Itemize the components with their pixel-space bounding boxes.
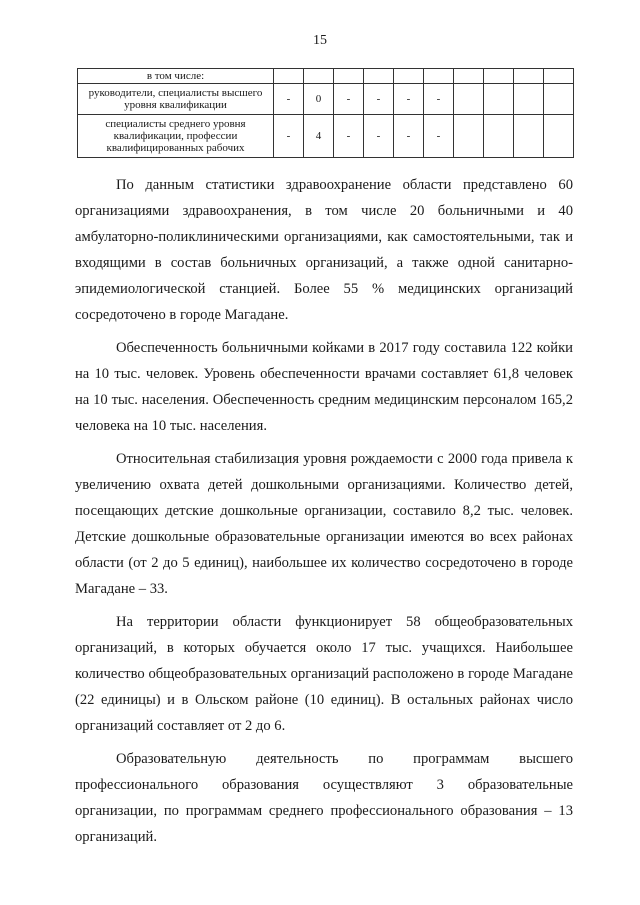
table-cell [484, 115, 514, 158]
table-cell: - [364, 84, 394, 115]
table-row [78, 115, 574, 158]
table-cell [514, 115, 544, 158]
table-cell: - [424, 84, 454, 115]
table-cell: - [394, 115, 424, 158]
table-cell [514, 84, 544, 115]
document-body [75, 172, 573, 857]
table-cell-label: руководители, специалисты высшего уровня квалификации [78, 84, 274, 115]
paragraph-preschool: Относительная стабилизация уровня рождаемости с 2000 года привела к увеличению охвата детей дошкольными организациями. Количество детей, посещающих детские дошкольные организации, составило 8,2 тыс. человек. Детские дошкольные образовательные организации имеются во всех районах области (от 2 до 5 единиц), наибольшее их количество сосредоточено в городе Магадане – 33. [75, 451, 573, 597]
table-cell [334, 69, 364, 84]
table-cell [544, 69, 574, 84]
table-cell [454, 69, 484, 84]
table-cell: - [424, 115, 454, 158]
table-row [78, 69, 574, 84]
table-cell [424, 69, 454, 84]
table-cell-label: в том числе: [78, 69, 274, 84]
table-cell [364, 69, 394, 84]
table-cell: - [334, 84, 364, 115]
table-cell: 0 [304, 84, 334, 115]
paragraph-healthcare: По данным статистики здравоохранение области представлено 60 организациями здравоохранения, в том числе 20 больничными и 40 амбулаторно-поликлиническими организациями, как самостоятельными, так и входящими в состав больничных организаций, а также одной санитарно-эпидемиологической станцией. Более 55 % медицинских организаций сосредоточено в городе Магадане. [75, 177, 573, 323]
table-cell-label: специалисты среднего уровня квалификации, профессии квалифицированных рабочих [78, 115, 274, 158]
table-cell [484, 69, 514, 84]
staff-table [77, 68, 574, 158]
table-cell [484, 84, 514, 115]
paragraph-higher-education: Образовательную деятельность по программам высшего профессионального образования осуществляют 3 образовательные организации, по программам среднего профессионального образования – 13 организаций. [75, 751, 573, 845]
table-cell: - [274, 115, 304, 158]
paragraph-schools: На территории области функционирует 58 общеобразовательных организаций, в которых обучается около 17 тыс. учащихся. Наибольшее количество общеобразовательных организаций расположено в городе Магадане (22 единицы) и в Ольском районе (10 единиц). В остальных районах число организаций составляет от 2 до 6. [75, 614, 573, 734]
table-cell [454, 115, 484, 158]
table-cell: 4 [304, 115, 334, 158]
table-cell [274, 69, 304, 84]
table-cell: - [364, 115, 394, 158]
table-cell [544, 115, 574, 158]
table-cell [514, 69, 544, 84]
table-cell: - [334, 115, 364, 158]
table-cell [304, 69, 334, 84]
page-number: 15 [313, 33, 327, 48]
paragraph-hospital-beds: Обеспеченность больничными койками в 2017 году составила 122 койки на 10 тыс. человек. Уровень обеспеченности врачами составляет 61,8 человек на 10 тыс. населения. Обеспеченность средним медицинским персоналом 165,2 человека на 10 тыс. населения. [75, 340, 573, 434]
table-cell [544, 84, 574, 115]
table-cell [394, 69, 424, 84]
table-cell [454, 84, 484, 115]
table-row [78, 84, 574, 115]
table-cell: - [274, 84, 304, 115]
table-cell: - [394, 84, 424, 115]
